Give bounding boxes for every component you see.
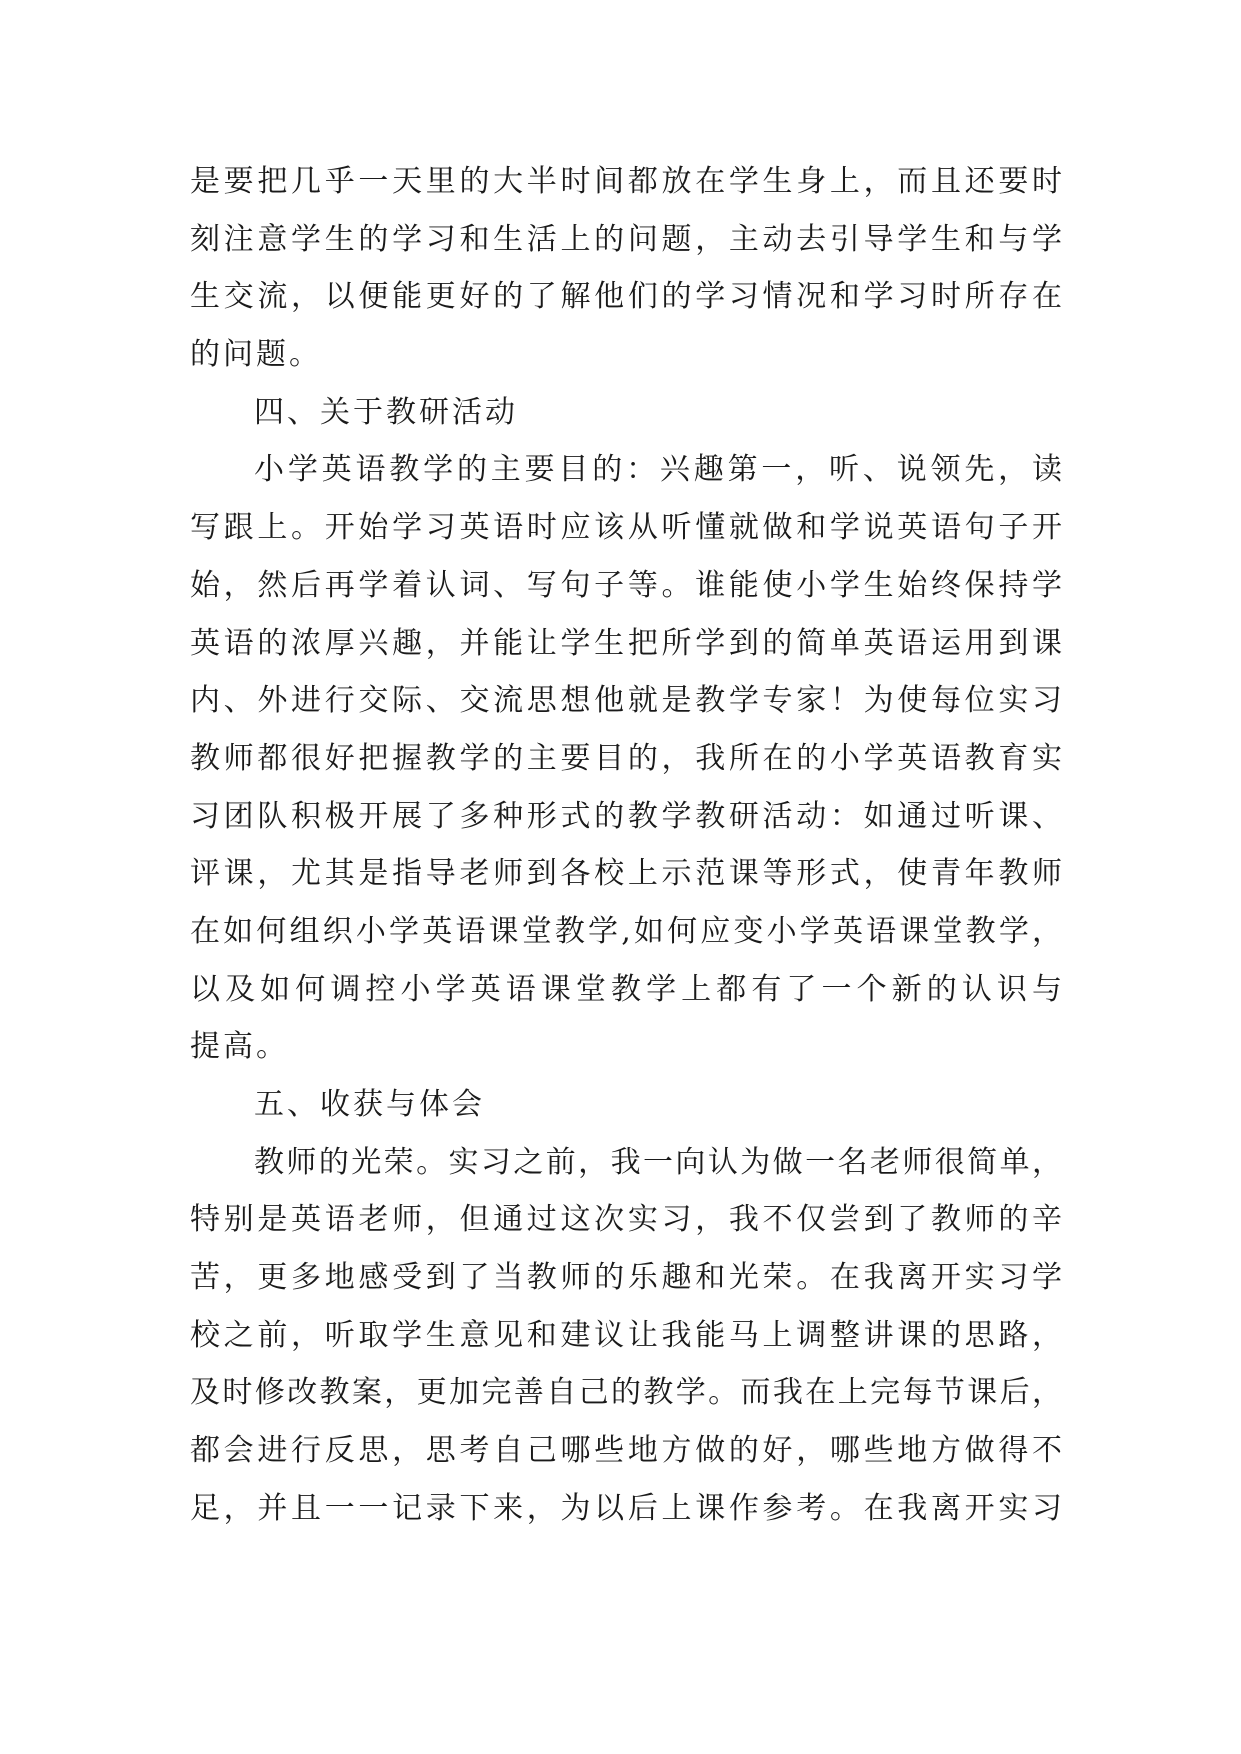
text-line: 评课，尤其是指导老师到各校上示范课等形式，使青年教师 — [190, 856, 1062, 892]
text-line: 教师的光荣。实习之前，我一向认为做一名老师很简单， — [254, 1144, 1062, 1180]
text-line: 都会进行反思，思考自己哪些地方做的好，哪些地方做得不 — [190, 1433, 1062, 1469]
text-line: 苦，更多地感受到了当教师的乐趣和光荣。在我离开实习学 — [190, 1260, 1062, 1296]
section-heading-5: 五、收获与体会 — [254, 1087, 485, 1122]
text-line: 校之前，听取学生意见和建议让我能马上调整讲课的思路， — [190, 1317, 1062, 1353]
text-line: 提高。 — [190, 1029, 289, 1065]
text-line: 是要把几乎一天里的大半时间都放在学生身上，而且还要时 — [190, 164, 1062, 199]
text-line: 习团队积极开展了多种形式的教学教研活动：如通过听课、 — [190, 798, 1062, 834]
text-line: 小学英语教学的主要目的：兴趣第一，听、说领先，读 — [254, 452, 1062, 488]
text-line: 的问题。 — [190, 337, 322, 373]
text-line: 始，然后再学着认词、写句子等。谁能使小学生始终保持学 — [190, 567, 1062, 603]
text-line: 写跟上。开始学习英语时应该从听懂就做和学说英语句子开 — [190, 510, 1062, 546]
text-line: 英语的浓厚兴趣，并能让学生把所学到的简单英语运用到课 — [190, 625, 1062, 661]
text-line: 教师都很好把握教学的主要目的，我所在的小学英语教育实 — [190, 740, 1062, 776]
section-heading-4: 四、关于教研活动 — [254, 394, 518, 430]
text-line: 在如何组织小学英语课堂教学,如何应变小学英语课堂教学， — [190, 913, 1062, 949]
body-text — [190, 153, 1062, 1538]
text-line: 特别是英语老师，但通过这次实习，我不仅尝到了教师的辛 — [190, 1202, 1062, 1238]
text-line: 以及如何调控小学英语课堂教学上都有了一个新的认识与 — [190, 971, 1062, 1007]
text-line: 生交流，以便能更好的了解他们的学习情况和学习时所存在 — [190, 279, 1062, 315]
text-line: 内、外进行交际、交流思想他就是教学专家！为使每位实习 — [190, 683, 1062, 719]
text-line: 足，并且一一记录下来，为以后上课作参考。在我离开实习 — [190, 1490, 1062, 1526]
text-line: 及时修改教案，更加完善自己的教学。而我在上完每节课后， — [190, 1375, 1062, 1411]
text-line: 刻注意学生的学习和生活上的问题，主动去引导学生和与学 — [190, 221, 1062, 257]
